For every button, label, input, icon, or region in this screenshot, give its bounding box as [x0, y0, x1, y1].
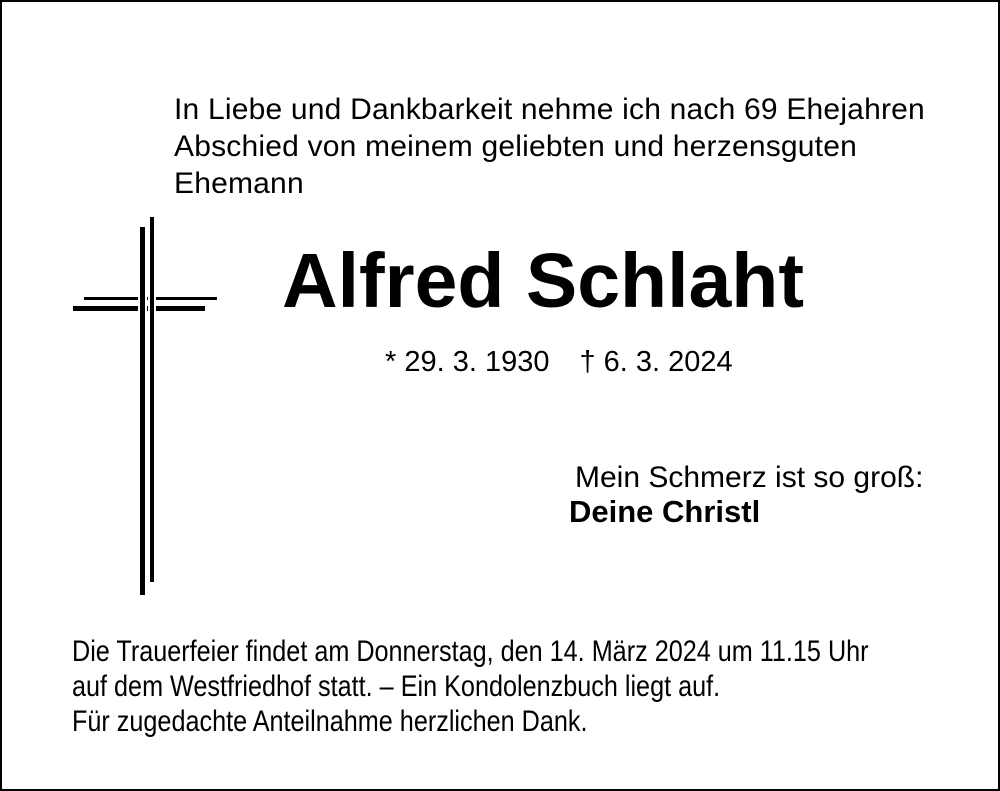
death-date: † 6. 3. 2024: [579, 346, 733, 378]
funeral-line-3: Für zugedachte Anteilnahme herzlichen Dank.: [72, 705, 588, 738]
deceased-name: Alfred Schlaht: [282, 238, 804, 324]
cross-vertical-thin-bar: [148, 217, 156, 582]
funeral-line-1: Die Trauerfeier findet am Donnerstag, den 14. März 2024 um 11.15 Uhr: [72, 635, 869, 668]
life-dates: [385, 348, 733, 377]
funeral-line-2: auf dem Westfriedhof statt. – Ein Kondolenzbuch liegt auf.: [72, 670, 721, 703]
cross-vertical-thick-bar: [138, 227, 147, 595]
birth-date: * 29. 3. 1930: [385, 346, 550, 378]
mourner-signature: Deine Christl: [569, 494, 761, 529]
grief-line: Mein Schmerz ist so groß:: [575, 461, 924, 494]
intro-paragraph: [174, 91, 925, 202]
intro-line-2: Abschied von meinem geliebten und herzensguten: [174, 130, 857, 163]
intro-line-1: In Liebe und Dankbarkeit nehme ich nach 69 Ehejahren: [174, 93, 925, 126]
intro-line-3: Ehemann: [174, 167, 304, 200]
funeral-info-paragraph: [72, 634, 869, 739]
